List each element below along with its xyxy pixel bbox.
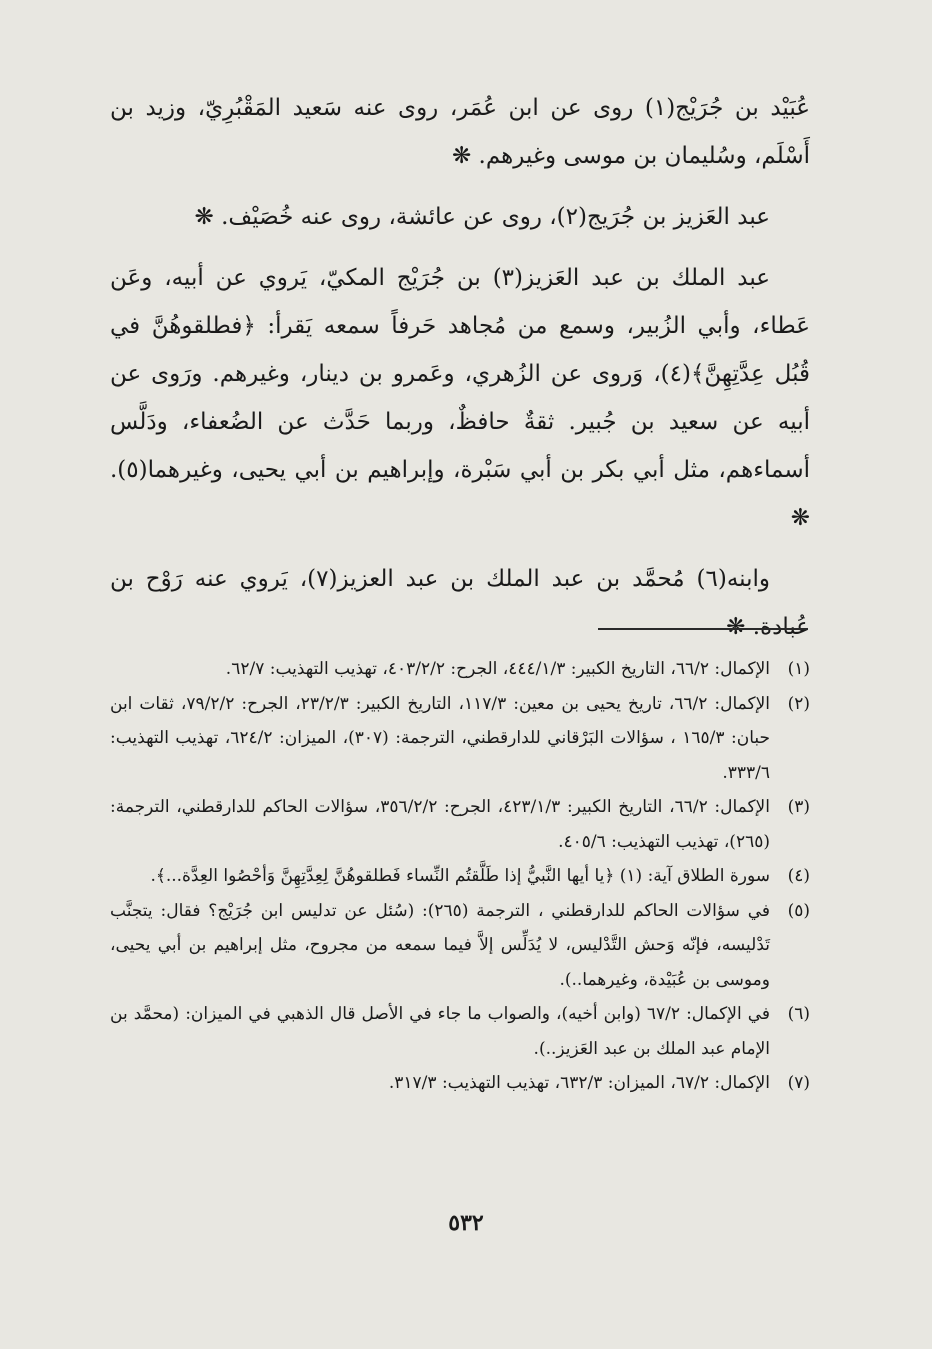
footnote-text: الإكمال: ٦٧/٢، الميزان: ٦٣٢/٣، تهذيب التهذيب: ٣١٧/٣. (388, 1073, 770, 1093)
entry-ubayd-ibn-jurayj: عُبَيْد بن جُرَيْج(١) روى عن ابن عُمَر، روى عنه سَعيد المَقْبُرِيّ، وزيد بن أَسْلَم، وسُليمان بن موسى وغيرهم. ❋ (110, 95, 810, 169)
footnote (110, 859, 810, 894)
footnote-number: (٢) (787, 693, 810, 714)
page-number: ٥٣٢ (448, 1210, 484, 1236)
footnote-number: (٦) (787, 1004, 810, 1024)
footnote-text: في الإكمال: ٦٧/٢ (وابن أخيه)، والصواب ما جاء في الأصل قال الذهبي في الميزان: (محمَّد بن الإمام عبد الملك بن عبد العَزيز..). (110, 1004, 770, 1059)
footnote-number: (١) (787, 659, 810, 679)
footnote (110, 894, 810, 998)
footnote-text: الإكمال: ٦٦/٢، تاريخ يحيى بن معين: ١١٧/٣، التاريخ الكبير: ٢٣/٢/٣، الجرح: ٧٩/٢/٢، ثقات ابن حبان: ١٦٥/٣ ، سؤالات البَرْقاني للدارقطني، الترجمة: (٣٠٧)، الميزان: ٦٢٤/٢، تهذيب التهذيب: ٣٣٣/٦. (110, 693, 771, 783)
entry-abd-al-malik-ibn-jurayj: عبد الملك بن عبد العَزيز(٣) بن جُرَيْج المكيّ، يَروي عن أبيه، وعَن عَطاء، وأبي الزُبير، وسمع من مُجاهد حَرفاً سمعه يَقرأ: ﴿فطلقوهُنَّ في قُبُل عِدَّتِهِنَّ﴾(٤)، وَروى عن الزُهري، وعَمرو بن دينار، وغيرهم. ورَوى عن أبيه عن سعيد بن جُبير. ثقةٌ حافظٌ، وربما حَدَّث عن الضُعفاء، ودَلَّس أسماءهم، مثل أبي بكر بن أبي سَبْرة، وإبراهيم بن أبي يحيى، وغيرهما(٥). ❋ (110, 265, 811, 531)
footnote (110, 652, 810, 687)
main-text (110, 84, 810, 664)
footnote-number: (٣) (787, 797, 810, 817)
footnote-number: (٥) (787, 900, 810, 921)
entry-abd-al-aziz-ibn-jurayj: عبد العَزيز بن جُرَيج(٢)، روى عن عائشة، روى عنه خُصَيْف. ❋ (194, 204, 770, 230)
entry-muhammad-ibn-abd-al-malik: وابنه(٦) مُحمَّد بن عبد الملك بن عبد العزيز(٧)، يَروي عنه رَوْح بن عُبادة. ❋ (110, 566, 810, 640)
footnote-text: سورة الطلاق آية: (١) ﴿يا أيها النَّبيُّ إذا طَلَّقتُم النِّساء فَطلقوهُنَّ لِعِدَّتِهِنَّ وَأحْصُوا العِدَّة...﴾. (150, 866, 770, 886)
footnote (110, 1066, 810, 1101)
footnote-separator (598, 628, 808, 630)
footnote-text: الإكمال: ٦٦/٢، التاريخ الكبير: ٤٢٣/١/٣، الجرح: ٣٥٦/٢/٢، سؤالات الحاكم للدارقطني، الترجمة: (٢٦٥)، تهذيب التهذيب: ٤٠٥/٦. (110, 797, 770, 852)
footnote-number: (٤) (787, 866, 810, 886)
footnote-text: في سؤالات الحاكم للدارقطني ، الترجمة (٢٦٥): (سُئل عن تدليس ابن جُرَيْج؟ فقال: يتجنَّب تَدْليسه، فإنّه وَحش التَّدْليس، لا يُدَلِّس إلاَّ فيما سمعه من مجروح، مثل إبراهيم بن أبي يحيى، وموسى بن عُبَيْدة، وغيرهما..). (110, 900, 770, 990)
footnote-number: (٧) (787, 1073, 810, 1093)
footnote (110, 790, 810, 859)
footnote (110, 687, 810, 791)
footnote (110, 997, 810, 1066)
footnote-text: الإكمال: ٦٦/٢، التاريخ الكبير: ٤٤٤/١/٣، الجرح: ٤٠٣/٢/٢، تهذيب التهذيب: ٦٢/٧. (225, 659, 770, 679)
footnotes (110, 652, 810, 1101)
